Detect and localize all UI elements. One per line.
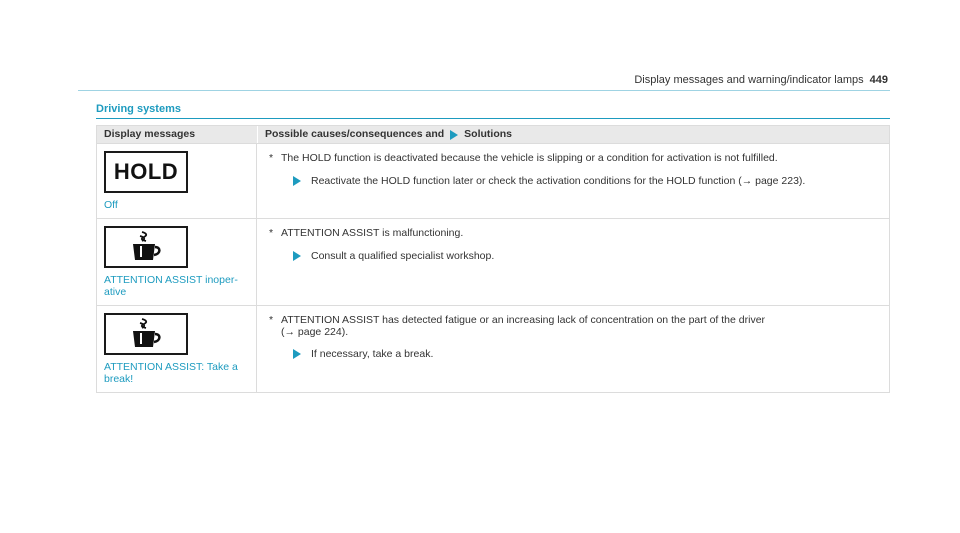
running-head [0,74,888,86]
header-solutions: Solutions [464,128,513,140]
cause-line: ATTENTION ASSIST is malfunctioning. [281,227,464,239]
header-causes-solutions [257,126,889,143]
table-row [97,143,889,218]
cause-text [269,227,869,239]
solution-step [293,348,433,360]
asterisk: * [269,152,274,164]
solution-arrow-icon [293,251,301,261]
solution-text: Consult a qualified specialist workshop. [311,250,495,262]
cause-text [269,152,869,164]
table-row [97,305,889,392]
hold-icon [104,151,188,193]
solution-arrow-icon [293,176,301,186]
solution-step [293,250,494,262]
cause-line: (→ page 224). [281,326,349,338]
display-message-cell [97,144,257,218]
running-head-text: Display messages and warning/indicator lamps [634,74,864,86]
solution-step [293,175,805,187]
display-message-cell [97,219,257,305]
message-label-line: break! [104,373,134,385]
section-divider [96,118,890,119]
message-label [104,274,256,298]
message-label [104,361,256,385]
coffee-cup-icon-graphic [126,317,166,351]
header-causes: Possible causes/consequences and [265,128,445,140]
solution-arrow-icon [450,130,458,140]
messages-table [96,125,890,393]
causes-cell [257,219,889,305]
solution-text: Reactivate the HOLD function later or check the activation conditions for the HOLD function (→ page 223). [311,175,806,187]
coffee-cup-icon [104,313,188,355]
coffee-cup-icon-graphic [126,230,166,264]
table-row [97,218,889,305]
display-message-cell [97,306,257,392]
message-label [104,199,256,211]
coffee-cup-icon [104,226,188,268]
table-header [97,126,889,143]
page-number: 449 [869,74,888,86]
header-divider [78,90,890,91]
solution-text: If necessary, take a break. [311,348,434,360]
asterisk: * [269,227,274,239]
message-label-line: ATTENTION ASSIST inoper- [104,274,238,286]
cause-text [269,314,869,338]
message-label-line: Off [104,199,118,211]
cause-line: ATTENTION ASSIST has detected fatigue or an increasing lack of concentration on the part of the driver [281,314,766,326]
section-title: Driving systems [96,103,181,115]
asterisk: * [269,314,274,326]
cause-line: The HOLD function is deactivated because the vehicle is slipping or a condition for activation is not fulfilled. [281,152,778,164]
hold-icon-text: HOLD [113,159,179,184]
header-display-messages: Display messages [104,128,196,140]
solution-arrow-icon [293,349,301,359]
causes-cell [257,144,889,218]
message-label-line: ative [104,286,127,298]
causes-cell [257,306,889,392]
message-label-line: ATTENTION ASSIST: Take a [104,361,238,373]
